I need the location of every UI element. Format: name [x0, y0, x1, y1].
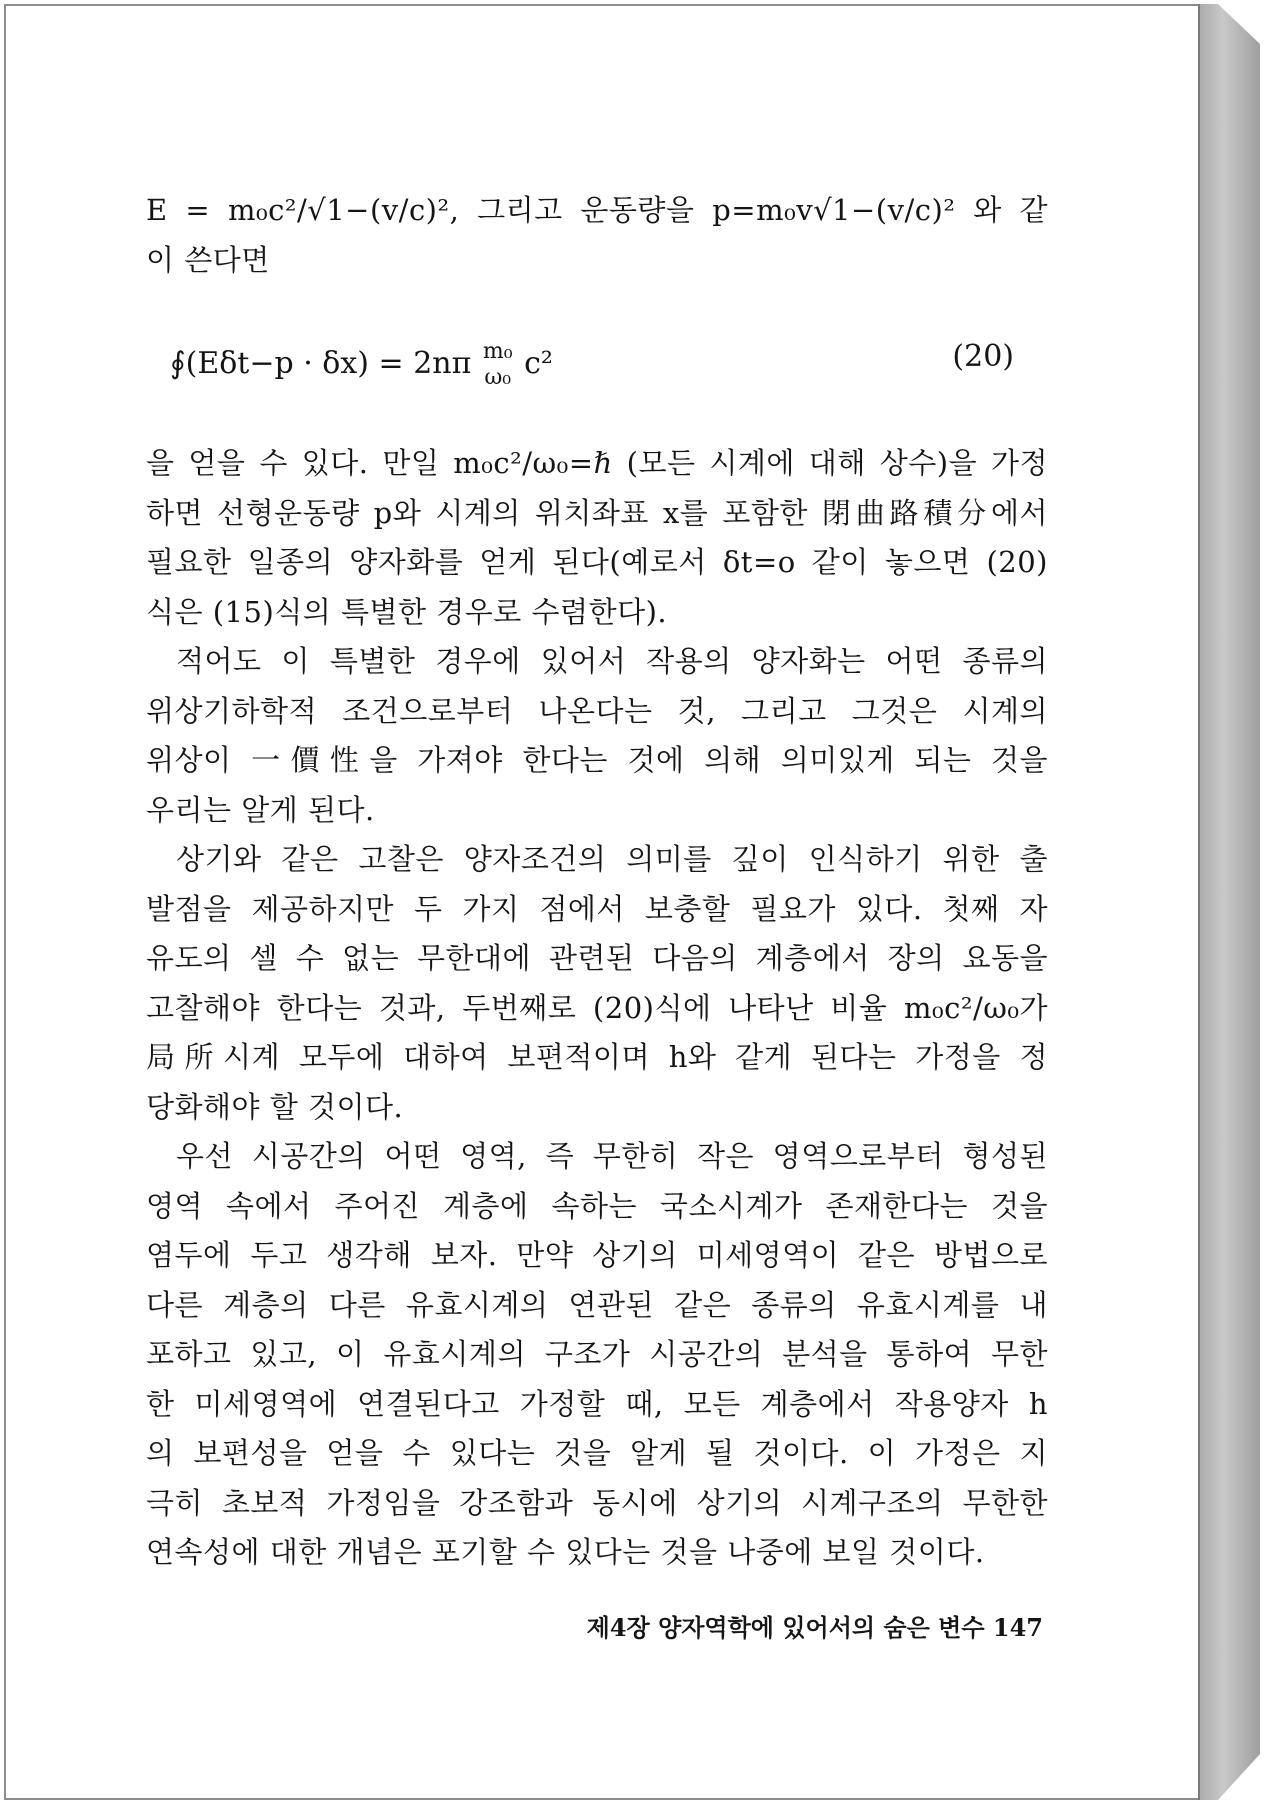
- text-line: 필요한 일종의 양자화를 얻게 된다(예로서 δt=o 같이 놓으면 (20): [146, 545, 1048, 579]
- text-line: 고찰해야 한다는 것과, 두번째로 (20)식에 나타난 비율 m₀c²/ω₀가: [146, 990, 1048, 1025]
- text-line: 이 쓴다면: [146, 242, 270, 277]
- text-line: 상기와 같은 고찰은 양자조건의 의미를 깊이 인식하기 위한 출: [176, 842, 1048, 876]
- text-line: 위상이 一價性을 가져야 한다는 것에 의해 의미있게 되는 것을: [146, 743, 1048, 777]
- paragraph-2: [146, 637, 1048, 835]
- equation-tail: c²: [524, 346, 553, 381]
- text-line: 위상기하학적 조건으로부터 나온다는 것, 그리고 그것은 시계의: [146, 693, 1048, 728]
- equation-lhs: ∮(Eδt−p · δx) = 2nπ: [170, 346, 472, 381]
- text-line: 영역 속에서 주어진 계층에 속하는 국소시계가 존재한다는 것을: [146, 1188, 1048, 1223]
- text-line: 당화해야 할 것이다.: [146, 1089, 404, 1124]
- page-number: 147: [992, 1613, 1043, 1642]
- text-line: 한 미세영역에 연결된다고 가정할 때, 모든 계층에서 작용양자 h: [146, 1386, 1048, 1421]
- text-line: 연속성에 대한 개념은 포기할 수 있다는 것을 나중에 보일 것이다.: [146, 1535, 985, 1569]
- text-line: 포하고 있고, 이 유효시계의 구조가 시공간의 분석을 통하여 무한: [146, 1337, 1048, 1371]
- text-line: E = m₀c²/√1−(v/c)², 그리고 운동량을 p=m₀v√1−(v/c)² 와 같: [146, 193, 1048, 227]
- text-line: 우리는 알게 된다.: [146, 792, 375, 827]
- paragraph-4: [146, 1132, 1048, 1578]
- text-line: 을 얻을 수 있다. 만일 m₀c²/ω₀=ℏ (모든 시계에 대해 상수)을 가정: [146, 446, 1048, 480]
- fraction-denominator: ω₀: [484, 365, 512, 390]
- text-line: 적어도 이 특별한 경우에 있어서 작용의 양자화는 어떤 종류의: [176, 644, 1048, 678]
- running-footer: [587, 1608, 1043, 1643]
- paragraph-1: [146, 439, 1048, 637]
- equation-body: [170, 339, 553, 391]
- text-line: 식은 (15)식의 특별한 경우로 수렴한다).: [146, 594, 668, 629]
- text-line: 유도의 셀 수 없는 무한대에 관련된 다음의 계층에서 장의 요동을: [146, 941, 1048, 975]
- text-line: 우선 시공간의 어떤 영역, 즉 무한히 작은 영역으로부터 형성된: [176, 1139, 1048, 1173]
- text-line: 다른 계층의 다른 유효시계의 연관된 같은 종류의 유효시계를 내: [146, 1287, 1048, 1322]
- text-line: 局所시계 모두에 대하여 보편적이며 h와 같게 된다는 가정을 정: [146, 1040, 1048, 1074]
- page-stack-edge: [1198, 4, 1260, 1800]
- page-body: [146, 186, 1048, 1578]
- equation-fraction: [483, 339, 513, 391]
- text-line: 하면 선형운동량 p와 시계의 위치좌표 x를 포함한 閉曲路積分에서: [146, 495, 1048, 530]
- equation-number: (20): [952, 339, 1014, 374]
- page-stack-border: [1198, 4, 1200, 1800]
- text-line: 발점을 제공하지만 두 가지 점에서 보충할 필요가 있다. 첫째 자: [146, 891, 1048, 926]
- chapter-title: 제4장 양자역학에 있어서의 숨은 변수: [586, 1613, 985, 1642]
- paragraph-3: [146, 835, 1048, 1132]
- text-line: 의 보편성을 얻을 수 있다는 것을 알게 될 것이다. 이 가정은 지: [146, 1436, 1048, 1470]
- equation-20: [146, 329, 1048, 409]
- text-line: 염두에 두고 생각해 보자. 만약 상기의 미세영역이 같은 방법으로: [146, 1238, 1048, 1272]
- fraction-numerator: m₀: [482, 339, 513, 364]
- text-line: 극히 초보적 가정임을 강조함과 동시에 상기의 시계구조의 무한한: [146, 1485, 1048, 1520]
- paragraph-intro: [146, 186, 1048, 285]
